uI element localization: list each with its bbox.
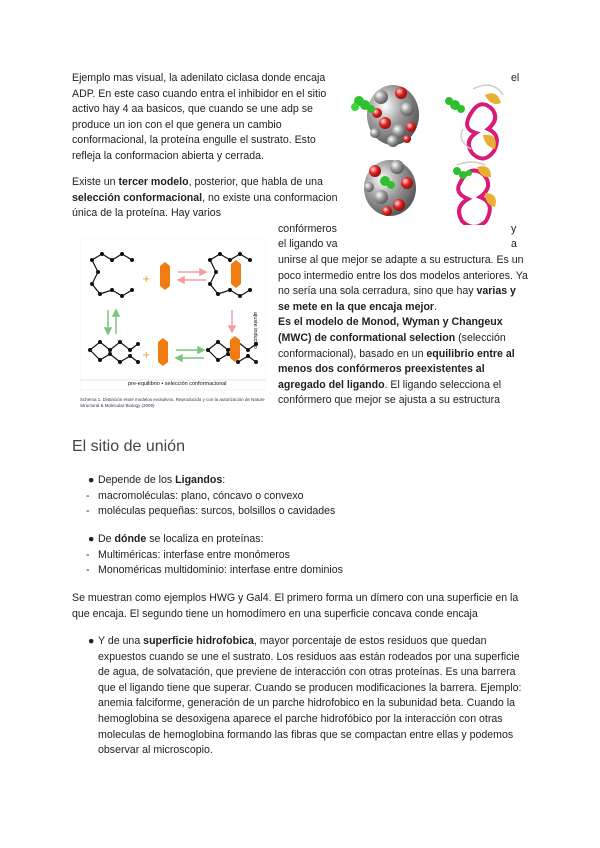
ligand-orange-1 [160,262,170,290]
list-item: - Monoméricas multidominio: interfase entre dominios [86,564,343,577]
ligand-orange-2 [231,260,241,288]
list-item: - moléculas pequeñas: surcos, bolsillos o cavidades [86,505,336,518]
p2-line4: confórmeros [278,222,337,235]
list-item: ● Depende de los Ligandos: [88,474,226,486]
protein-ribbon-open [461,85,503,158]
list-donde-sub [72,548,343,579]
protein-ribbon-closed [453,162,496,225]
figure-label-side: ajuste inducido [252,312,258,349]
p2-line5-end: a [511,238,517,251]
p1-line1: Ejemplo mas visual, la adenilato ciclasa donde encaja [72,72,326,84]
protein-surface-open [367,85,419,147]
figure-caption: Schema 1. Distinción entre modelos evolutivos. Reproducido y con la autorización de Nature Structural & Molecular Biology (2009) [80,397,265,408]
protein-structures-figure [345,75,525,225]
ligand-orange-4 [230,336,240,362]
p2-body: unirse al que mejor se adapte a su estructura. Es un poco intermedio entre los dos modelos anteriores. Ya no sería una sola cerradura, sino que hay varias y se mete en la que encaja mejor. Es el modelo de Monod, Wyman y Changeux (MWC) de conformational selection (selección conformacional), basado en un equilibrio entre al menos dos confórmeros preexistentes al agregado del ligando. El ligando selecciona el confórmero que mejor se ajusta a su estructura [278,254,528,407]
list-item: ● Y de una superficie hidrofobica, mayor porcentaje de estos residuos que quedan expuestos cuando se une el sustrato. Los residuos aas están rodeados por una superficie de agua, de solvatación, que previene de interacción con otras proteínas. Es una barrera que el ligando tiene que superar. Cuando se producen modificaciones la barrera. Ejemplo: anemia falciforme, generación de un parche hidrofobico en la subunidad beta. Cuando la hemoglobina se desoxigena aparece el parche hidrofóbico por la interacción con otras moleculas de hemoglobina formando las fibras que se compactan entre ellas y podemos observar al microscopio. [88,635,522,757]
svg-text:+: + [142,350,151,361]
p2-line4-end: y [511,222,517,235]
list-ligandos [72,473,225,489]
p1-body: ADP. En este caso cuando entra el inhibidor en el sitio activo hay 4 aa basicos, que cuando se une adp se produce un ion con el que genera un cambio conformacional, la proteína engulle el sustrato. Esto refleja la conformacion abierta y cerrada. [72,87,327,162]
svg-text:+: + [142,274,151,285]
ligand-green-2 [445,97,465,113]
figure-label-bottom: pre-equilibrio • selección conformacional [128,381,227,387]
list-item: - macromoléculas: plano, cóncavo o convexo [86,489,304,502]
p2-line5: el ligando va [278,238,338,251]
conformational-selection-diagram [80,238,266,400]
section-title: El sitio de unión [72,438,185,455]
list-item: ● De dónde se localiza en proteínas: [88,533,264,545]
ligand-orange-3 [158,338,168,366]
list-ligandos-sub [72,489,335,520]
examples-paragraph: Se muestran como ejemplos HWG y Gal4. El primero forma un dímero con una superficie en la que encaja. El segundo tiene un homodímero en una superficie concava conde encaja [72,592,519,620]
list-hidrofobica [72,634,532,759]
list-item: - Multiméricas: interfase entre monómeros [86,548,290,561]
protein-surface-closed [364,160,416,216]
p1-line1-end: el [511,72,520,84]
list-donde [72,532,263,548]
p2-intro: Existe un tercer modelo, posterior, que habla de una selección conformacional, no existe una conformacion única de la proteína. Hay varios [72,176,338,220]
